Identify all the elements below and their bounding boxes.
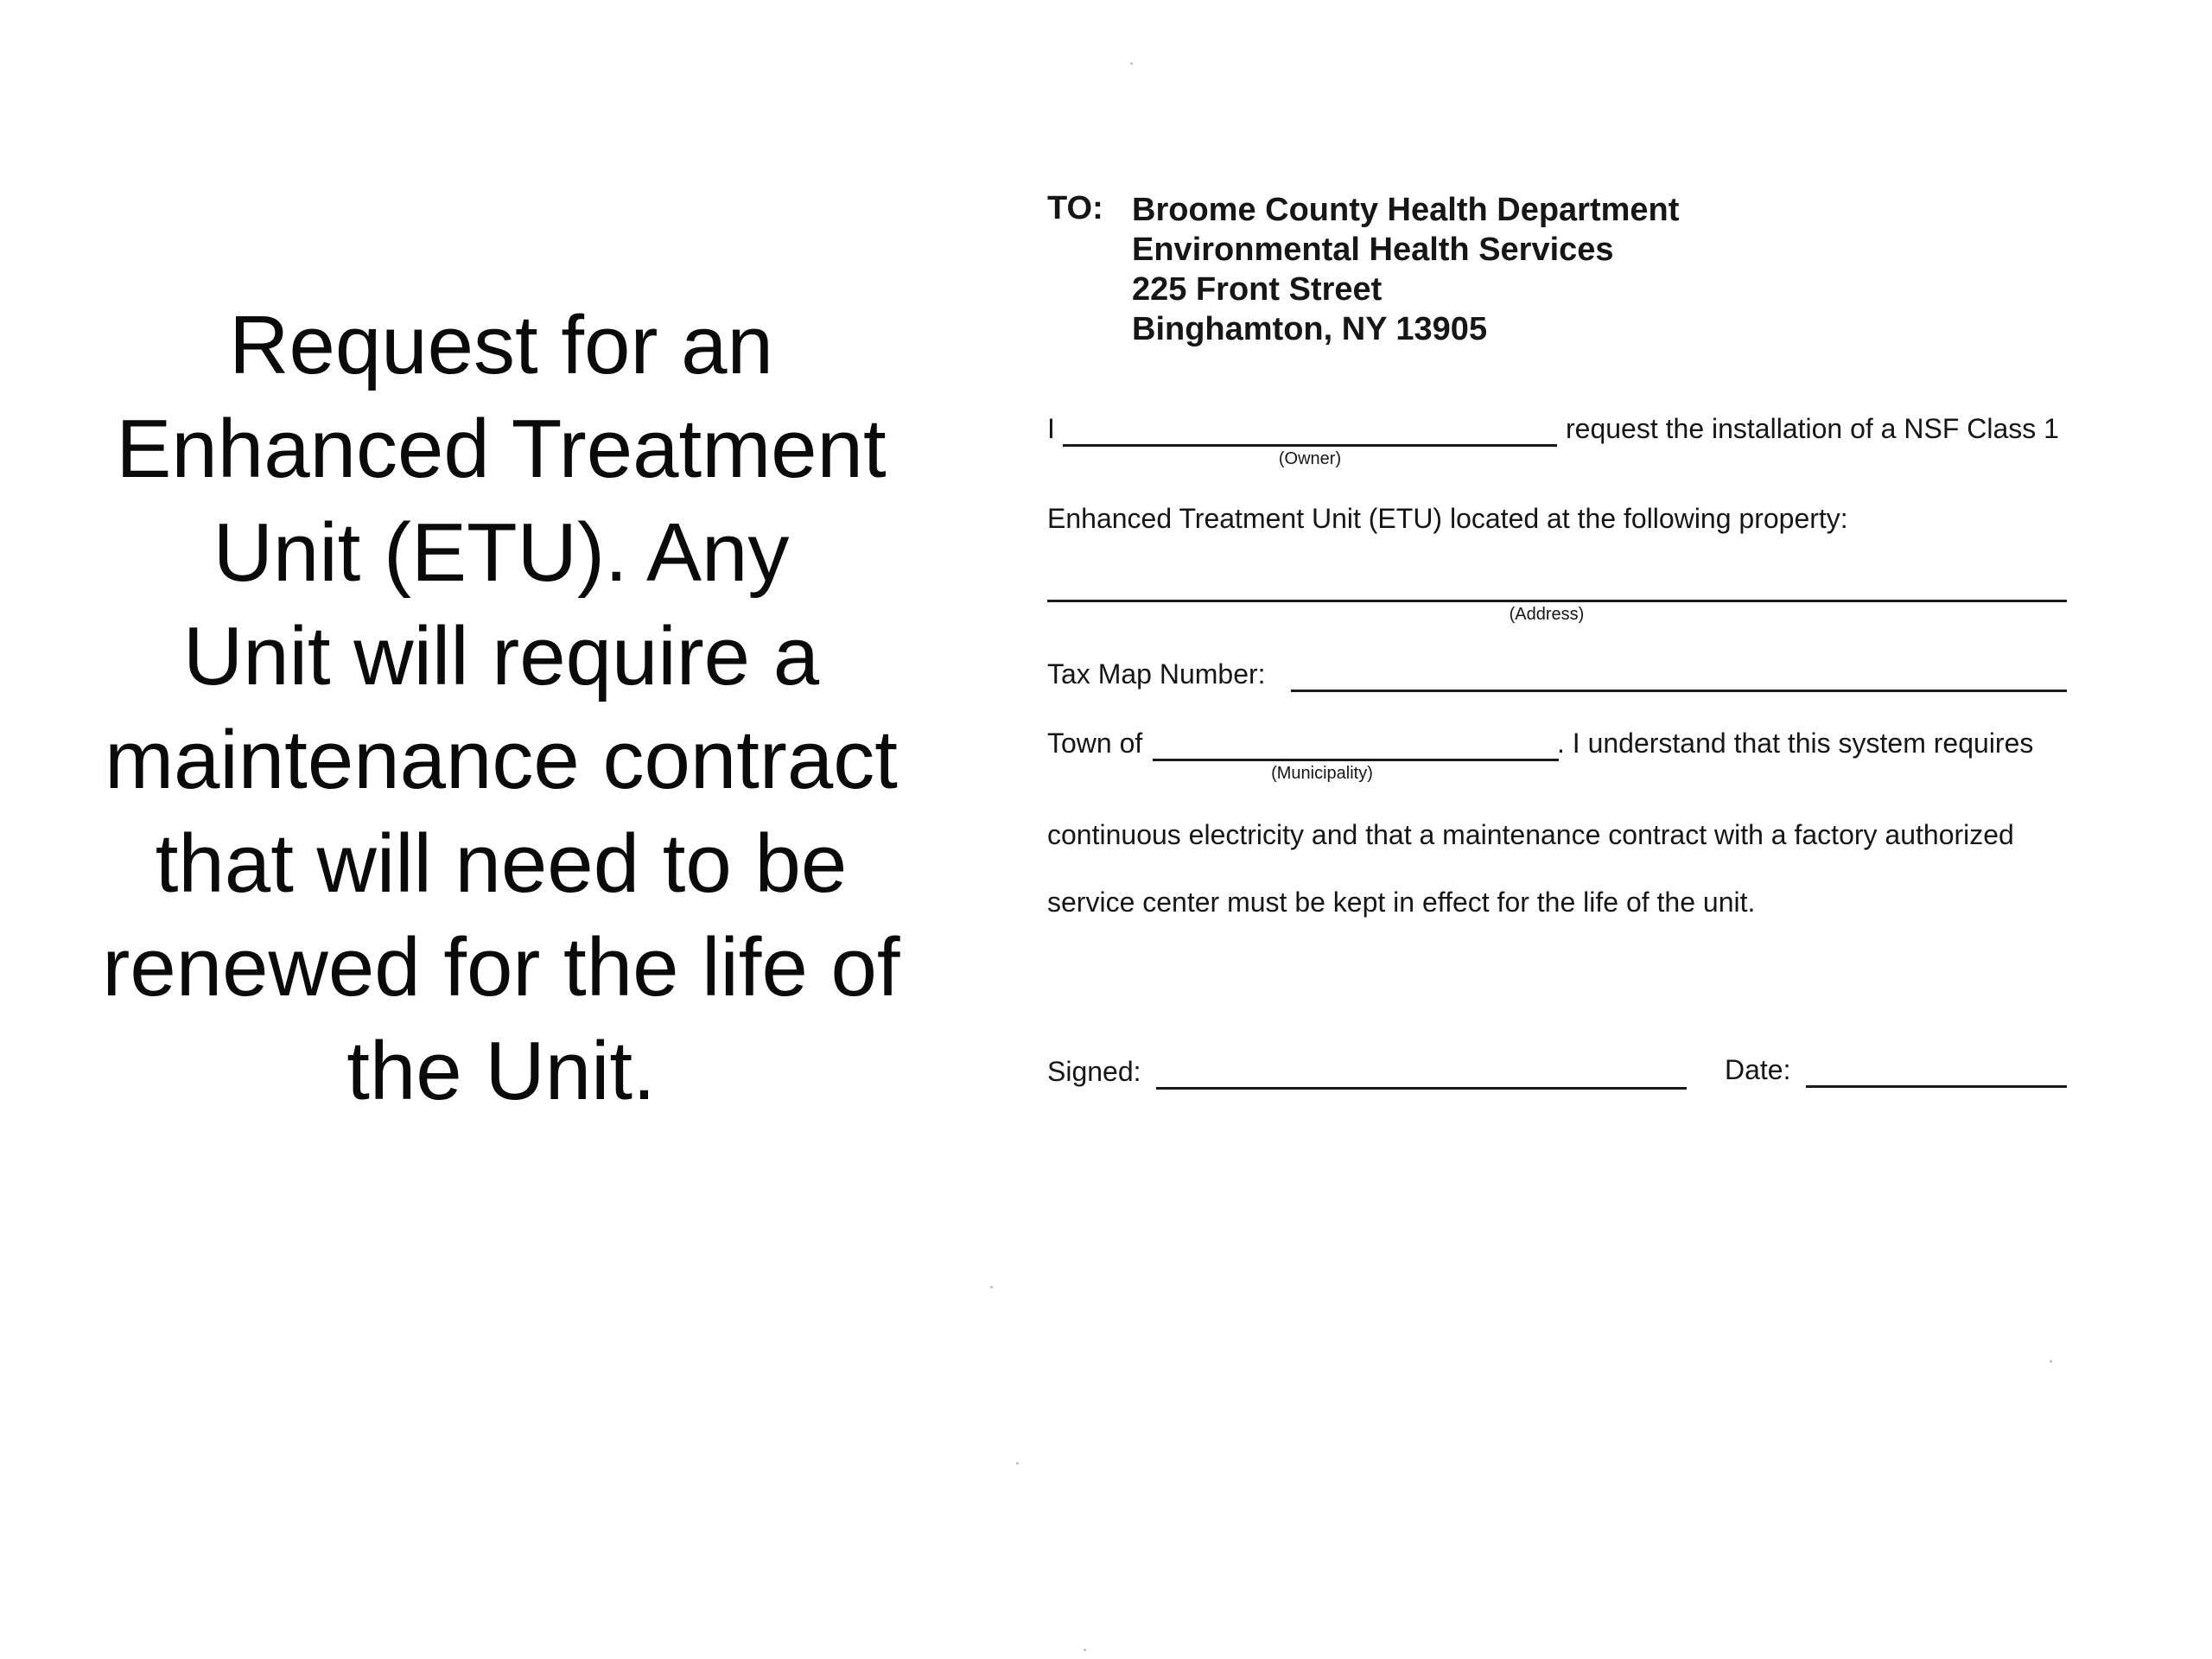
recipient-division: Environmental Health Services [1132, 232, 1614, 268]
recipient-street: 225 Front Street [1132, 271, 1382, 308]
date-label: Date: [1725, 1054, 1791, 1085]
slide-body-text [52, 294, 950, 1123]
slide-line: Request for an [229, 299, 773, 391]
scan-speck [990, 1286, 993, 1288]
date-blank-line[interactable] [1806, 1085, 2067, 1088]
slide-line: that will need to be [155, 817, 848, 910]
scan-speck [1130, 62, 1133, 65]
address-blank-line[interactable] [1047, 600, 2067, 602]
to-label: TO: [1047, 190, 1103, 226]
tax-map-label: Tax Map Number: [1047, 658, 1266, 690]
scan-speck [1016, 1462, 1019, 1465]
slide-line: the Unit. [346, 1025, 656, 1117]
tax-map-blank-line[interactable] [1291, 690, 2067, 692]
owner-blank-line[interactable] [1063, 444, 1557, 447]
recipient-name: Broome County Health Department [1132, 192, 1680, 228]
municipality-caption: (Municipality) [1271, 764, 1373, 783]
address-caption: (Address) [1509, 605, 1585, 624]
owner-prefix: I [1047, 413, 1055, 444]
signature-blank-line[interactable] [1156, 1087, 1687, 1090]
slide-line: maintenance contract [105, 714, 898, 806]
scan-speck [1084, 1649, 1086, 1651]
scan-speck [2050, 1360, 2052, 1363]
municipality-blank-line[interactable] [1153, 759, 1559, 761]
slide-line: Unit (ETU). Any [213, 506, 790, 599]
etu-location-text: Enhanced Treatment Unit (ETU) located at the following property: [1047, 503, 1848, 534]
signed-label: Signed: [1047, 1056, 1141, 1087]
slide-line: renewed for the life of [102, 921, 900, 1014]
slide-line: Unit will require a [182, 610, 820, 702]
owner-caption: (Owner) [1278, 449, 1342, 468]
continuation-line-1: continuous electricity and that a maintenance contract with a factory authorized [1047, 819, 2014, 850]
slide-line: Enhanced Treatment [116, 403, 887, 495]
owner-suffix: request the installation of a NSF Class 1 [1566, 413, 2059, 444]
request-form [1037, 173, 2074, 1123]
town-label: Town of [1047, 728, 1143, 759]
continuation-line-2: service center must be kept in effect for the life of the unit. [1047, 887, 1756, 918]
recipient-city: Binghamton, NY 13905 [1132, 311, 1488, 347]
town-suffix: . I understand that this system requires [1557, 728, 2034, 759]
